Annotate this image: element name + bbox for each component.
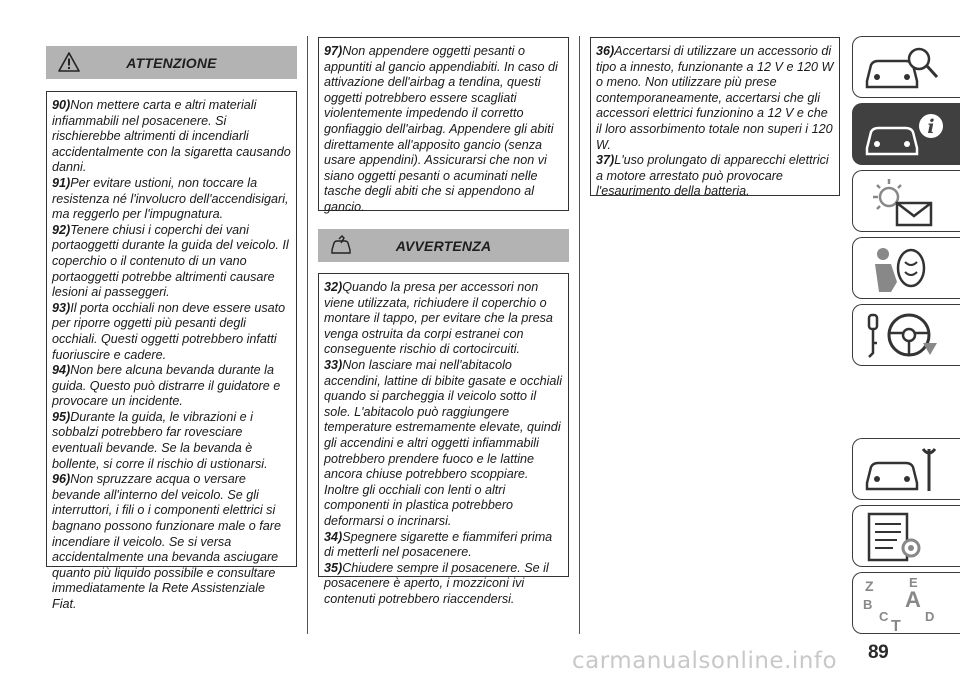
note-number: 34) xyxy=(324,529,343,544)
accessory-socket-box xyxy=(590,37,840,199)
note-item xyxy=(324,44,564,216)
tab-car-info[interactable] xyxy=(852,103,960,165)
column-divider-1 xyxy=(307,36,308,634)
avvertenza-title: AVVERTENZA xyxy=(395,238,492,254)
note-text: Chiudere sempre il posacenere. Se il posacenere è aperto, i mozziconi ivi contenuti potrebbero riaccendersi. xyxy=(324,560,549,606)
page-number: 89 xyxy=(868,642,889,663)
note-text: Non bere alcuna bevanda durante la guida. Questo può distrarre il guidatore e provocare un incidente. xyxy=(52,363,281,409)
tab-starting-driving[interactable] xyxy=(852,304,960,366)
index-letter: B xyxy=(863,597,873,612)
index-letter: C xyxy=(879,609,889,624)
note-item xyxy=(324,530,564,561)
attenzione-title: ATTENZIONE xyxy=(126,55,217,71)
note-item xyxy=(596,44,835,153)
note-number: 35) xyxy=(324,560,343,575)
note-text: Quando la presa per accessori non viene utilizzata, richiudere il coperchio o montare il tappo, per evitare che la presa venga ostruita da corpi estranei con conseguente rischio di cortocircuiti. xyxy=(324,280,553,357)
note-number: 96) xyxy=(52,472,71,487)
note-text: Durante la guida, le vibrazioni e i sobbalzi potrebbero far rovesciare eventuali bevande. Se la bevanda è bollente, si corre il rischio di ustionarsi. xyxy=(52,409,268,471)
key-steering-wheel-icon xyxy=(861,309,951,363)
index-letter: T xyxy=(891,618,901,631)
note-text: Non mettere carta e altri materiali infiammabili nel posacenere. Si rischierebbe altrimenti di incendiarli accidentalmente con la sigaretta causando danni. xyxy=(52,98,291,175)
note-item xyxy=(324,358,564,530)
note-item xyxy=(324,561,564,608)
note-text: Non lasciare mai nell'abitacolo accendini, lattine di bibite gasate e occhiali quando si parcheggia il veicolo sotto il sole. L'abitacolo può raggiungere temperature estremamente elevate, quindi gli accendini e altri oggetti infiammabili potrebbero prendere fuoco e le lattine ancora chiuse potrebbero scoppiare. Inoltre gli occhiali con lenti o altri componenti in plastica potrebbero deformarsi o incrinarsi. xyxy=(324,357,563,528)
tab-technical-data[interactable] xyxy=(852,505,960,567)
note-number: 97) xyxy=(324,44,343,58)
column-divider-2 xyxy=(579,36,580,634)
tab-maintenance[interactable] xyxy=(852,438,960,500)
note-item xyxy=(324,280,564,358)
watermark: carmanualsonline.info xyxy=(572,648,838,674)
note-number: 32) xyxy=(324,280,343,294)
note-item xyxy=(596,153,835,200)
note-number: 90) xyxy=(52,98,71,112)
avvertenza-box xyxy=(318,273,569,606)
avvertenza-header xyxy=(318,229,569,262)
tab-car-search[interactable] xyxy=(852,36,960,98)
index-letter: E xyxy=(909,577,918,590)
attenzione-header xyxy=(46,46,297,79)
note-number: 94) xyxy=(52,363,71,378)
note-text: Per evitare ustioni, non toccare la resistenza né l'involucro dell'accendisigari, ma reggerlo per l'impugnatura. xyxy=(52,175,289,222)
car-wrench-icon xyxy=(861,443,951,497)
car-search-icon xyxy=(861,41,951,95)
attenzione-box xyxy=(46,91,297,611)
hook-warning-box xyxy=(318,37,569,214)
note-item xyxy=(52,98,292,176)
tab-index[interactable] xyxy=(852,572,960,634)
alphabet-index-icon xyxy=(861,577,951,631)
index-letter: Z xyxy=(865,578,874,594)
note-number: 36) xyxy=(596,44,615,58)
note-number: 91) xyxy=(52,175,71,190)
note-item xyxy=(52,363,292,410)
note-number: 92) xyxy=(52,222,71,237)
note-number: 37) xyxy=(596,153,615,168)
warning-light-message-icon xyxy=(861,175,951,229)
airbag-person-icon xyxy=(861,242,951,296)
car-info-icon xyxy=(861,108,951,162)
note-item xyxy=(52,176,292,223)
spec-list-gear-icon xyxy=(861,510,951,564)
tab-safety[interactable] xyxy=(852,237,960,299)
note-number: 33) xyxy=(324,357,343,372)
note-text: Non appendere oggetti pesanti o appuntiti al gancio appendiabiti. In caso di attivazione dell'airbag a tendina, questi oggetti potrebbero essere scagliati violentemente impedendo il corretto gonfiaggio dell'airbag. Appendere gli abiti direttamente all'apposito gancio (senza usare appendini). Assicurarsi che non vi siano oggetti pesanti o acuminati nelle tasche degli abiti che si appendono al gancio. xyxy=(324,44,558,214)
note-item xyxy=(52,472,292,612)
note-text: Il porta occhiali non deve essere usato per riporre oggetti più pesanti degli occhiali. Questi oggetti potrebbero infatti fuoriuscire e cadere. xyxy=(52,300,286,362)
note-text: Accertarsi di utilizzare un accessorio di tipo a innesto, funzionante a 12 V e 120 W o meno. Non utilizzare più prese contemporaneamente, accertarsi che gli accessori elettrici funzionino a 12 V e che il loro assorbimento totale non superi i 120 W. xyxy=(596,44,834,152)
tab-warning-lights[interactable] xyxy=(852,170,960,232)
note-text: Spegnere sigarette e fiammiferi prima di metterli nel posacenere. xyxy=(324,529,553,560)
index-letter: D xyxy=(925,609,935,624)
note-text: Tenere chiusi i coperchi dei vani portaoggetti durante la guida del veicolo. Il coperchio o il contenuto di un vano portaoggetti potrebbe altrimenti causare lesioni ai passeggeri. xyxy=(52,222,289,300)
note-number: 95) xyxy=(52,409,71,424)
note-text: Non spruzzare acqua o versare bevande all'interno del veicolo. Se gli interruttori, i fili o i componenti elettrici si bagnano possono funzionare male o fare incendiare il veicolo. Se si versa accidentalmente una bevanda asciugare quanto più liquido possibile e consultare immediatamente la Rete Assistenziale Fiat. xyxy=(52,472,281,611)
index-letter: A xyxy=(905,587,921,612)
note-item xyxy=(52,410,292,472)
note-item xyxy=(52,301,292,363)
note-text: L'uso prolungato di apparecchi elettrici a motore arrestato può provocare l'esaurimento della batteria. xyxy=(596,153,829,199)
note-item xyxy=(52,223,292,301)
svg-text:i: i xyxy=(927,116,935,138)
note-number: 93) xyxy=(52,300,71,315)
